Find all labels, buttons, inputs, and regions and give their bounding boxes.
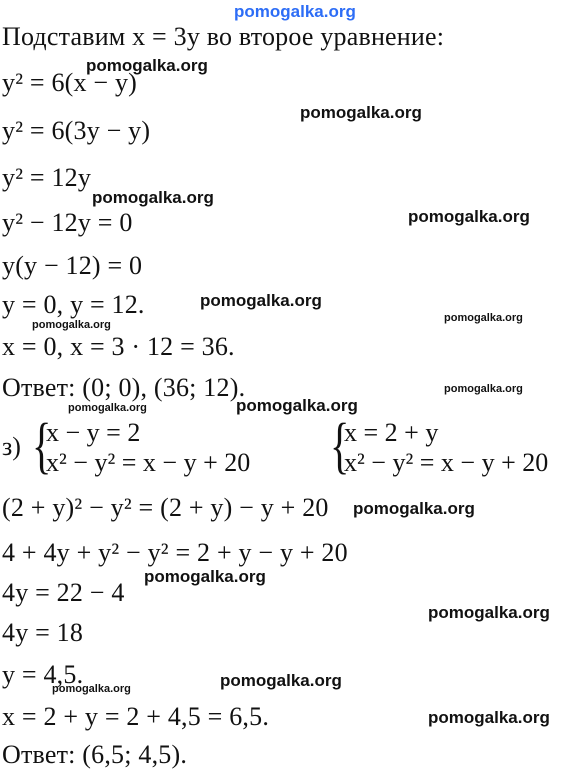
equation-line: y = 4,5. (2, 660, 84, 689)
equation-line: (2 + y)² − y² = (2 + y) − y + 20 (2, 493, 329, 522)
problem-label: з) (2, 432, 21, 461)
watermark: pomogalka.org (300, 103, 422, 122)
system-equation: x² − y² = x − y + 20 (46, 448, 251, 477)
watermark: pomogalka.org (353, 499, 475, 518)
equation-line: y² = 6(x − y) (2, 68, 138, 97)
watermark: pomogalka.org (86, 56, 208, 75)
watermark: pomogalka.org (32, 319, 111, 331)
watermark: pomogalka.org (236, 396, 358, 415)
system-right (330, 412, 549, 480)
watermark: pomogalka.org (428, 708, 550, 727)
brace-right: { (330, 412, 350, 480)
system-equation: x = 2 + y (344, 418, 439, 447)
watermark: pomogalka.org (408, 207, 530, 226)
equation-line: x = 0, x = 3 · 12 = 36. (2, 332, 235, 361)
equation-line: y² = 6(3y − y) (2, 116, 151, 145)
watermark: pomogalka.org (444, 312, 523, 324)
watermark: pomogalka.org (52, 683, 131, 695)
equation-line: 4y = 18 (2, 618, 84, 647)
brace-left: { (32, 412, 52, 480)
answer-line: Ответ: (6,5; 4,5). (2, 740, 188, 769)
system-left (32, 412, 251, 480)
watermark: pomogalka.org (68, 402, 147, 414)
equation-line: y = 0, y = 12. (2, 290, 145, 319)
watermark: pomogalka.org (144, 567, 266, 586)
watermark: pomogalka.org (92, 188, 214, 207)
answer-line: Ответ: (0; 0), (36; 12). (2, 373, 246, 402)
watermark: pomogalka.org (220, 671, 342, 690)
system-equation: x − y = 2 (46, 418, 141, 447)
equation-line: 4 + 4y + y² − y² = 2 + y − y + 20 (2, 538, 348, 567)
intro-line: Подставим x = 3y во второе уравнение: (2, 22, 445, 51)
equation-line: y² = 12y (2, 163, 92, 192)
watermark-top: pomogalka.org (234, 2, 356, 21)
equation-line: x = 2 + y = 2 + 4,5 = 6,5. (2, 702, 270, 731)
equation-line: 4y = 22 − 4 (2, 578, 125, 607)
watermark: pomogalka.org (444, 383, 523, 395)
equation-line: y² − 12y = 0 (2, 208, 133, 237)
equation-line: y(y − 12) = 0 (2, 251, 143, 280)
system-equation: x² − y² = x − y + 20 (344, 448, 549, 477)
watermark: pomogalka.org (428, 603, 550, 622)
watermark: pomogalka.org (200, 291, 322, 310)
